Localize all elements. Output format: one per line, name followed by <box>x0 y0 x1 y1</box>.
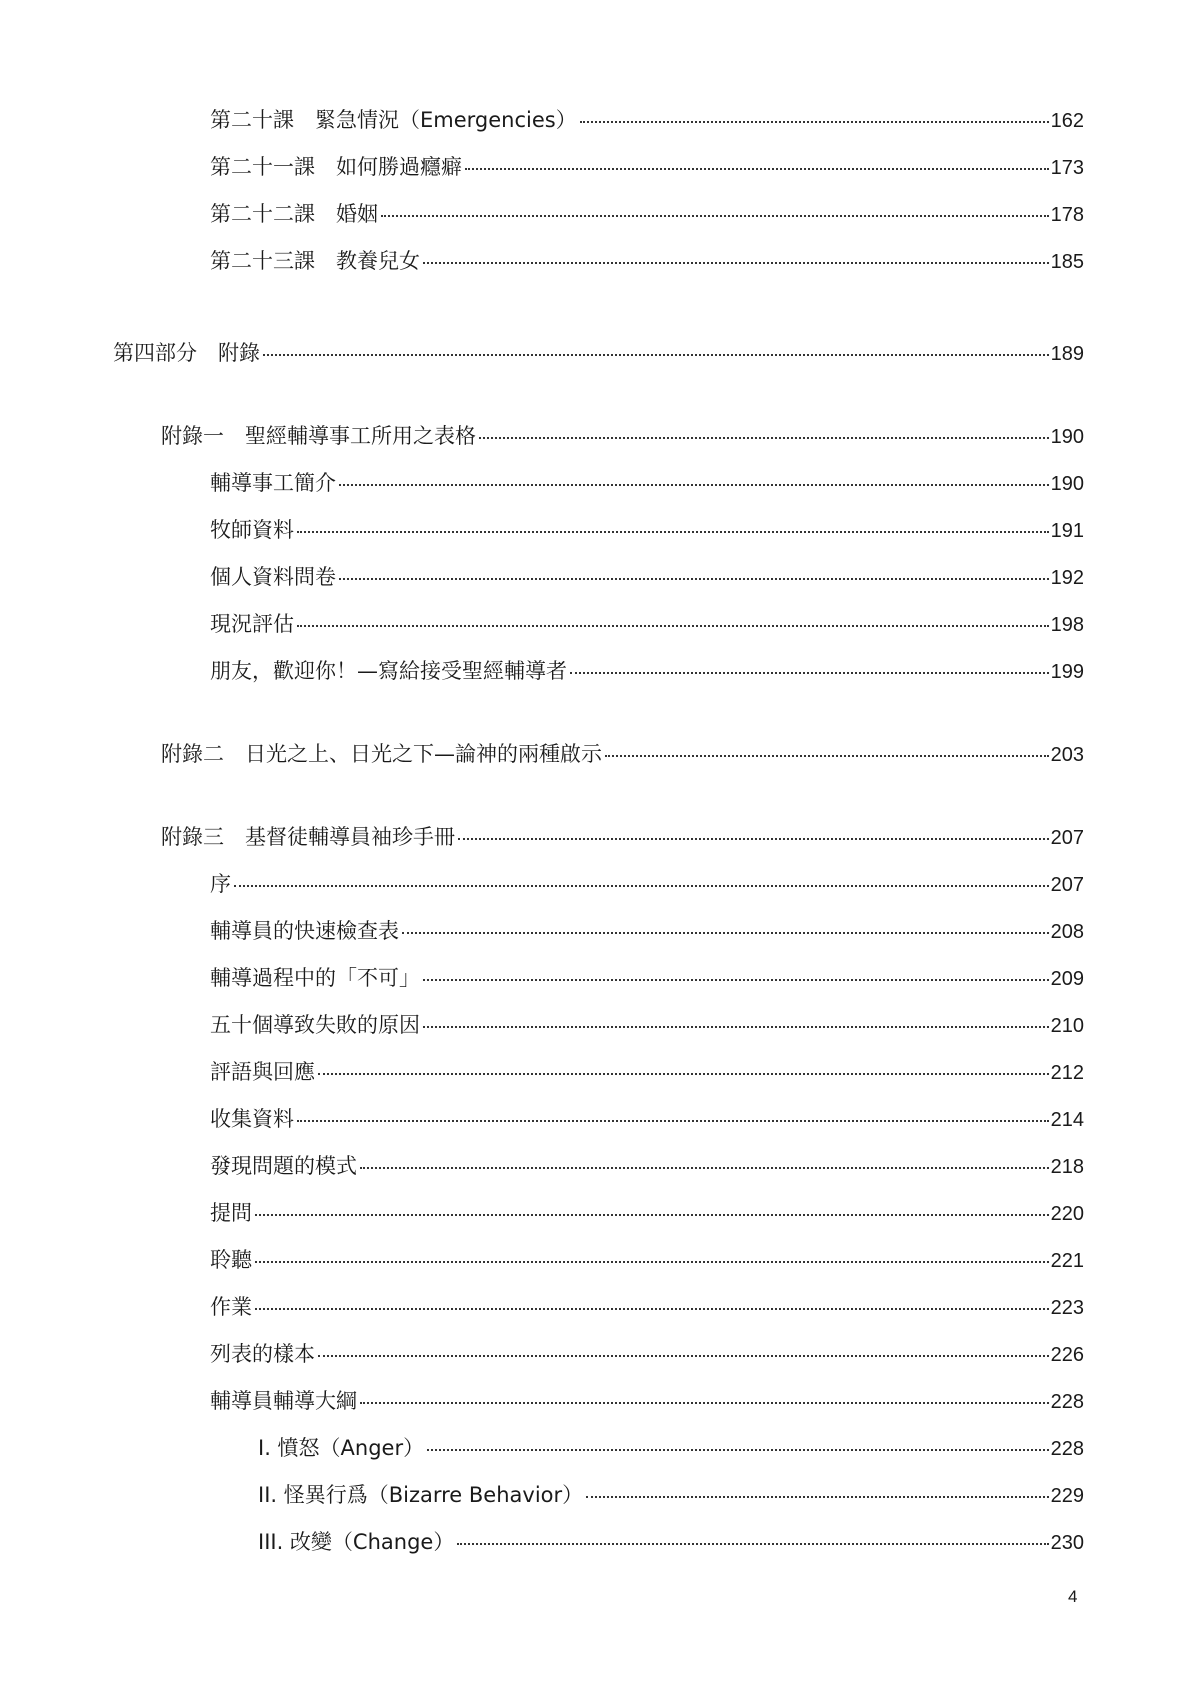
toc-entry-page: 220 <box>1050 1203 1084 1225</box>
toc-entry-page: 210 <box>1050 1015 1084 1037</box>
toc-entry-title: 輔導員的快速檢查表 <box>210 919 399 943</box>
toc-leader-dots <box>423 1026 1049 1028</box>
toc-leader-dots <box>457 1543 1048 1545</box>
toc-leader-dots <box>479 437 1049 439</box>
toc-entry-title: 附錄三 基督徒輔導員袖珍手冊 <box>161 825 455 849</box>
toc-entry-page: 198 <box>1050 614 1084 636</box>
toc-entry <box>210 1292 1084 1322</box>
toc-entry-page: 185 <box>1050 251 1084 273</box>
toc-entry-title: 附錄一 聖經輔導事工所用之表格 <box>161 424 476 448</box>
toc-leader-dots <box>580 121 1049 123</box>
toc-entry <box>210 869 1084 899</box>
toc-leader-dots <box>360 1402 1049 1404</box>
toc-entry-part-4 <box>113 338 1084 368</box>
toc-entry-title: 現況評估 <box>210 612 294 636</box>
toc-leader-dots <box>255 1308 1049 1310</box>
toc-entry <box>210 1386 1084 1416</box>
toc-leader-dots <box>234 885 1049 887</box>
toc-entry-lesson-20 <box>210 105 1084 135</box>
toc-entry-title: 序 <box>210 872 231 896</box>
toc-entry-page: 226 <box>1050 1344 1084 1366</box>
toc-entry-page: 212 <box>1050 1062 1084 1084</box>
toc-entry-title: 輔導過程中的「不可」 <box>210 966 420 990</box>
toc-entry-appendix-2 <box>161 739 1084 769</box>
toc-entry-title: III. 改變（Change） <box>258 1530 455 1554</box>
toc-leader-dots <box>570 672 1049 674</box>
toc-entry-page: 230 <box>1050 1532 1084 1554</box>
toc-entry-page: 218 <box>1050 1156 1084 1178</box>
toc-leader-dots <box>458 838 1049 840</box>
toc-entry <box>210 656 1084 686</box>
toc-leader-dots <box>423 979 1049 981</box>
toc-entry-page: 191 <box>1050 520 1084 542</box>
toc-entry-lesson-23 <box>210 246 1084 276</box>
toc-leader-dots <box>318 1073 1049 1075</box>
toc-entry-title: 列表的樣本 <box>210 1342 315 1366</box>
toc-entry-title: 附錄二 日光之上、日光之下—論神的兩種啟示 <box>161 742 602 766</box>
toc-entry <box>210 1057 1084 1087</box>
toc-entry-title: 提問 <box>210 1201 252 1225</box>
toc-entry-page: 221 <box>1050 1250 1084 1272</box>
toc-entry-page: 207 <box>1050 874 1084 896</box>
toc-entry-page: 189 <box>1050 343 1084 365</box>
toc-entry-title: 輔導員輔導大綱 <box>210 1389 357 1413</box>
toc-entry-page: 162 <box>1050 110 1084 132</box>
toc-entry <box>210 1339 1084 1369</box>
toc-entry-title: 第二十三課 教養兒女 <box>210 249 420 273</box>
toc-entry-title: 個人資料問卷 <box>210 565 336 589</box>
toc-entry-lesson-21 <box>210 152 1084 182</box>
page-number: 4 <box>1068 1587 1078 1606</box>
toc-entry-page: 208 <box>1050 921 1084 943</box>
toc-leader-dots <box>255 1214 1049 1216</box>
toc-entry-page: 229 <box>1050 1485 1084 1507</box>
toc-entry <box>210 468 1084 498</box>
toc-entry-appendix-1 <box>161 421 1084 451</box>
toc-entry-appendix-3 <box>161 822 1084 852</box>
toc-entry-page: 214 <box>1050 1109 1084 1131</box>
toc-entry <box>210 1010 1084 1040</box>
toc-entry <box>210 562 1084 592</box>
toc-entry-page: 173 <box>1050 157 1084 179</box>
toc-leader-dots <box>381 215 1049 217</box>
toc-leader-dots <box>360 1167 1049 1169</box>
toc-leader-dots <box>427 1449 1049 1451</box>
toc-leader-dots <box>586 1496 1048 1498</box>
toc-entry-page: 192 <box>1050 567 1084 589</box>
toc-entry-title: II. 怪異行爲（Bizarre Behavior） <box>258 1483 584 1507</box>
toc-entry-page: 190 <box>1050 426 1084 448</box>
toc-entry-title: 發現問題的模式 <box>210 1154 357 1178</box>
toc-entry-title: 聆聽 <box>210 1248 252 1272</box>
toc-leader-dots <box>605 755 1049 757</box>
toc-entry-page: 209 <box>1050 968 1084 990</box>
toc-entry-title: 收集資料 <box>210 1107 294 1131</box>
toc-entry-outline-2 <box>258 1480 1084 1510</box>
toc-leader-dots <box>297 625 1049 627</box>
toc-entry-title: 五十個導致失敗的原因 <box>210 1013 420 1037</box>
toc-entry-title: 第二十二課 婚姻 <box>210 202 378 226</box>
toc-leader-dots <box>402 932 1049 934</box>
toc-entry <box>210 515 1084 545</box>
toc-entry-title: 評語與回應 <box>210 1060 315 1084</box>
toc-entry <box>210 609 1084 639</box>
toc-entry-lesson-22 <box>210 199 1084 229</box>
toc-leader-dots <box>297 1120 1049 1122</box>
toc-entry <box>210 916 1084 946</box>
toc-leader-dots <box>297 531 1049 533</box>
toc-entry-title: 作業 <box>210 1295 252 1319</box>
toc-entry-page: 178 <box>1050 204 1084 226</box>
toc-entry-title: 第二十一課 如何勝過癮癖 <box>210 155 462 179</box>
toc-leader-dots <box>339 578 1049 580</box>
toc-entry-title: 輔導事工簡介 <box>210 471 336 495</box>
toc-leader-dots <box>465 168 1049 170</box>
toc-entry-title: 牧師資料 <box>210 518 294 542</box>
toc-entry <box>210 963 1084 993</box>
toc-leader-dots <box>339 484 1049 486</box>
toc-entry-title: 第四部分 附錄 <box>113 341 260 365</box>
toc-entry <box>210 1245 1084 1275</box>
toc-entry-title: I. 憤怒（Anger） <box>258 1436 425 1460</box>
toc-entry-title: 朋友，歡迎你！—寫給接受聖經輔導者 <box>210 659 567 683</box>
toc-leader-dots <box>263 354 1049 356</box>
toc-entry-page: 190 <box>1050 473 1084 495</box>
toc-entry <box>210 1151 1084 1181</box>
toc-entry-page: 228 <box>1050 1438 1084 1460</box>
toc-entry-outline-3 <box>258 1527 1084 1557</box>
toc-entry-page: 199 <box>1050 661 1084 683</box>
toc-leader-dots <box>423 262 1049 264</box>
toc-entry <box>210 1104 1084 1134</box>
toc-entry-page: 223 <box>1050 1297 1084 1319</box>
toc-entry <box>210 1198 1084 1228</box>
toc-entry-title: 第二十課 緊急情況（Emergencies） <box>210 108 577 132</box>
toc-leader-dots <box>318 1355 1049 1357</box>
toc-entry-page: 228 <box>1050 1391 1084 1413</box>
toc-entry-outline-1 <box>258 1433 1084 1463</box>
toc-entry-page: 207 <box>1050 827 1084 849</box>
toc-leader-dots <box>255 1261 1049 1263</box>
toc-entry-page: 203 <box>1050 744 1084 766</box>
